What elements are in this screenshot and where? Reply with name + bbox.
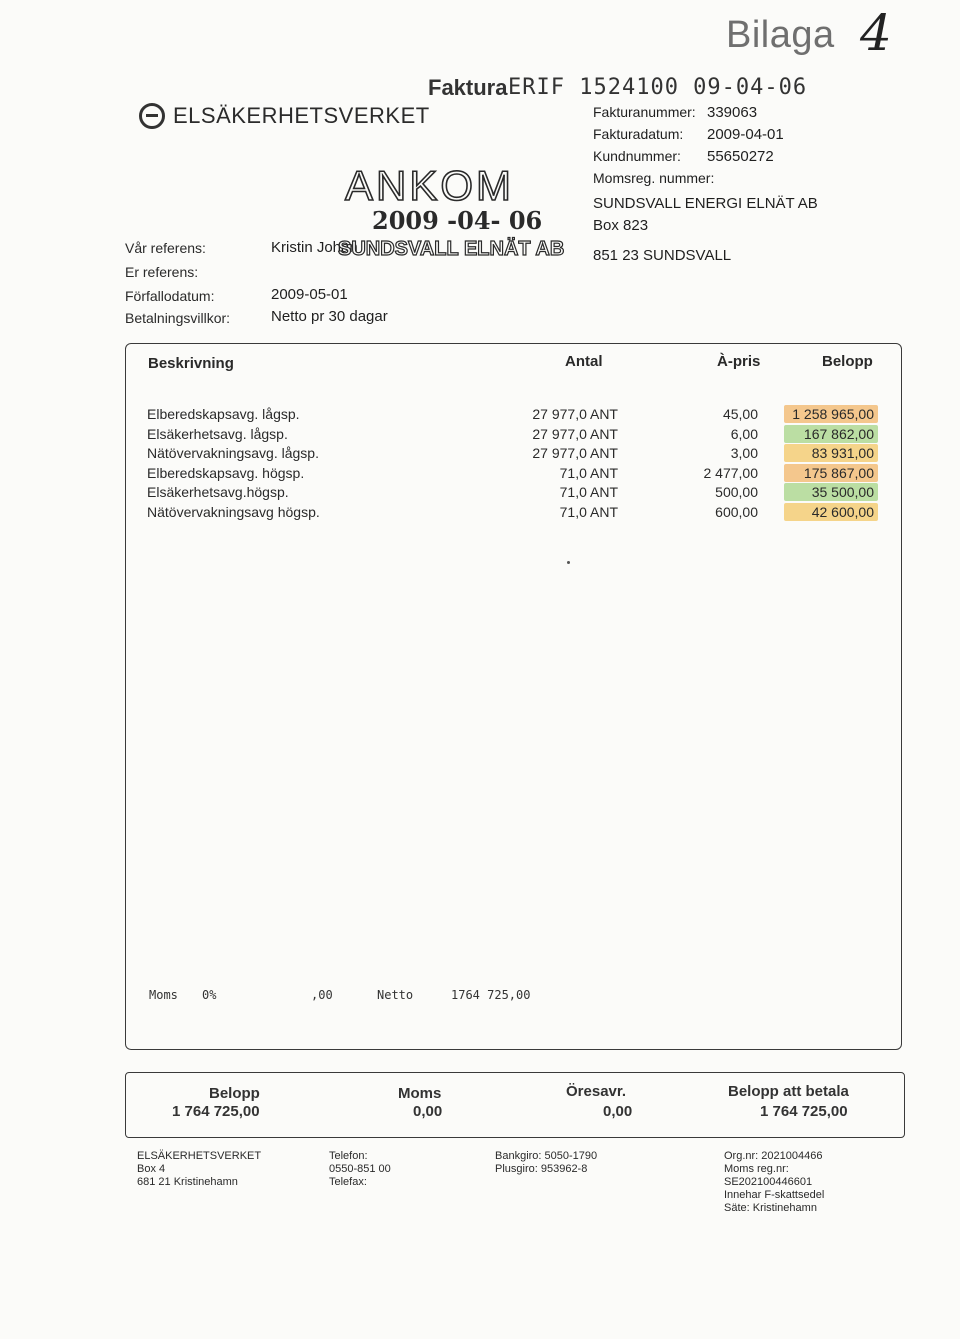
footer-address-line: ELSÄKERHETSVERKET	[137, 1150, 262, 1162]
company-logo	[139, 103, 430, 129]
summary-att-betala: 1 764 725,00	[760, 1103, 848, 1120]
row-unit-price: 500,00	[715, 484, 758, 501]
netto-label: Netto	[377, 988, 414, 1002]
row-quantity: 71,0 ANT	[559, 484, 618, 501]
row-quantity: 71,0 ANT	[559, 464, 618, 481]
recipient-name: SUNDSVALL ENERGI ELNÄT AB	[593, 195, 818, 212]
scan-dot	[567, 561, 570, 564]
row-unit-price: 3,00	[730, 445, 758, 462]
row-quantity: 27 977,0 ANT	[532, 406, 618, 422]
moms-label: Moms	[149, 988, 178, 1002]
ankom-stamp: ANKOM	[345, 162, 515, 209]
row-amount: 175 867,00	[803, 464, 874, 481]
summary-belopp: 1 764 725,00	[172, 1103, 260, 1120]
our-ref: Kristin Johan	[271, 239, 358, 256]
footer-org-line: SE202100446601	[724, 1176, 813, 1188]
footer-bank-line: Bankgiro: 5050-1790	[495, 1150, 598, 1162]
due-date: 2009-05-01	[271, 286, 348, 303]
summary-moms-label: Moms	[398, 1085, 442, 1102]
our-ref-label: Vår referens:	[125, 240, 206, 256]
summary-oresavr: 0,00	[603, 1103, 633, 1120]
moms-amount: ,00	[311, 988, 333, 1002]
row-amount: 83 931,00	[811, 445, 874, 462]
due-date-label: Förfallodatum:	[125, 288, 215, 304]
footer-org-line: Innehar F-skattsedel	[724, 1189, 825, 1201]
row-unit-price: 2 477,00	[703, 464, 758, 481]
header-unit-price: À-pris	[717, 353, 761, 370]
row-description: Elberedskapsavg. lågsp.	[147, 406, 300, 422]
header-description: Beskrivning	[148, 355, 234, 372]
summary-oresavr-label: Öresavr.	[566, 1083, 627, 1100]
customer-number-label: Kundnummer:	[593, 148, 681, 164]
invoice-date-label: Fakturadatum:	[593, 126, 684, 142]
row-unit-price: 6,00	[730, 425, 758, 442]
row-description: Elsäkerhetsavg.högsp.	[147, 484, 289, 501]
footer-phone-line: Telefon:	[329, 1150, 368, 1162]
header-amount: Belopp	[822, 353, 873, 370]
row-unit-price: 45,00	[722, 406, 758, 422]
row-description: Nätövervakningsavg. lågsp.	[147, 445, 319, 462]
row-amount: 167 862,00	[803, 425, 874, 442]
invoice-number-label: Fakturanummer:	[593, 104, 696, 120]
invoice-number: 339063	[707, 104, 758, 121]
row-description: Nätövervakningsavg högsp.	[147, 504, 320, 520]
customer-number: 55650272	[707, 148, 774, 165]
company-logo-icon	[139, 103, 165, 129]
row-quantity: 71,0 ANT	[559, 504, 618, 520]
netto-amount: 1764 725,00	[451, 988, 531, 1002]
company-name: ELSÄKERHETSVERKET	[173, 103, 430, 128]
moms-percent: 0%	[202, 988, 217, 1002]
summary-att-betala-label: Belopp att betala	[728, 1083, 849, 1100]
summary-belopp-label: Belopp	[209, 1085, 260, 1102]
payment-terms: Netto pr 30 dagar	[271, 308, 388, 325]
footer-address-line: 681 21 Kristinehamn	[137, 1176, 238, 1188]
row-description: Elberedskapsavg. högsp.	[147, 464, 305, 481]
row-unit-price: 600,00	[715, 504, 758, 520]
row-amount: 1 258 965,00	[792, 406, 874, 422]
summary-moms: 0,00	[413, 1103, 443, 1120]
row-description: Elsäkerhetsavg. lågsp.	[147, 425, 288, 442]
footer-phone-line: 0550-851 00	[329, 1163, 391, 1175]
payment-terms-label: Betalningsvillkor:	[125, 310, 231, 326]
footer-org-line: Säte: Kristinehamn	[724, 1202, 817, 1214]
row-quantity: 27 977,0 ANT	[532, 445, 618, 462]
faktura-stamp-id: ERIF 1524100 09-04-06	[508, 75, 808, 100]
bilaga-number: 4	[860, 4, 892, 62]
recipient-city: 851 23 SUNDSVALL	[593, 247, 732, 264]
footer-bank-line: Plusgiro: 953962-8	[495, 1163, 588, 1175]
row-quantity: 27 977,0 ANT	[532, 425, 618, 442]
footer-phone-line: Telefax:	[329, 1176, 367, 1188]
row-amount: 42 600,00	[811, 504, 874, 520]
footer-org-line: Moms reg.nr:	[724, 1163, 789, 1175]
row-amount: 35 500,00	[811, 484, 874, 501]
your-ref-label: Er referens:	[125, 264, 199, 280]
invoice-date: 2009-04-01	[707, 126, 784, 143]
faktura-stamp-word: Faktura	[428, 75, 508, 100]
footer-org-line: Org.nr: 2021004466	[724, 1150, 823, 1162]
sundsvall-stamp: SUNDSVALL ELNÄT AB	[338, 238, 565, 260]
recipient-box: Box 823	[593, 217, 649, 234]
vat-number-label: Momsreg. nummer:	[593, 170, 715, 186]
ankom-stamp-date: 2009 -04- 06	[372, 206, 543, 235]
footer-address-line: Box 4	[137, 1163, 166, 1175]
bilaga-label: Bilaga	[726, 14, 835, 56]
header-quantity: Antal	[565, 353, 603, 370]
